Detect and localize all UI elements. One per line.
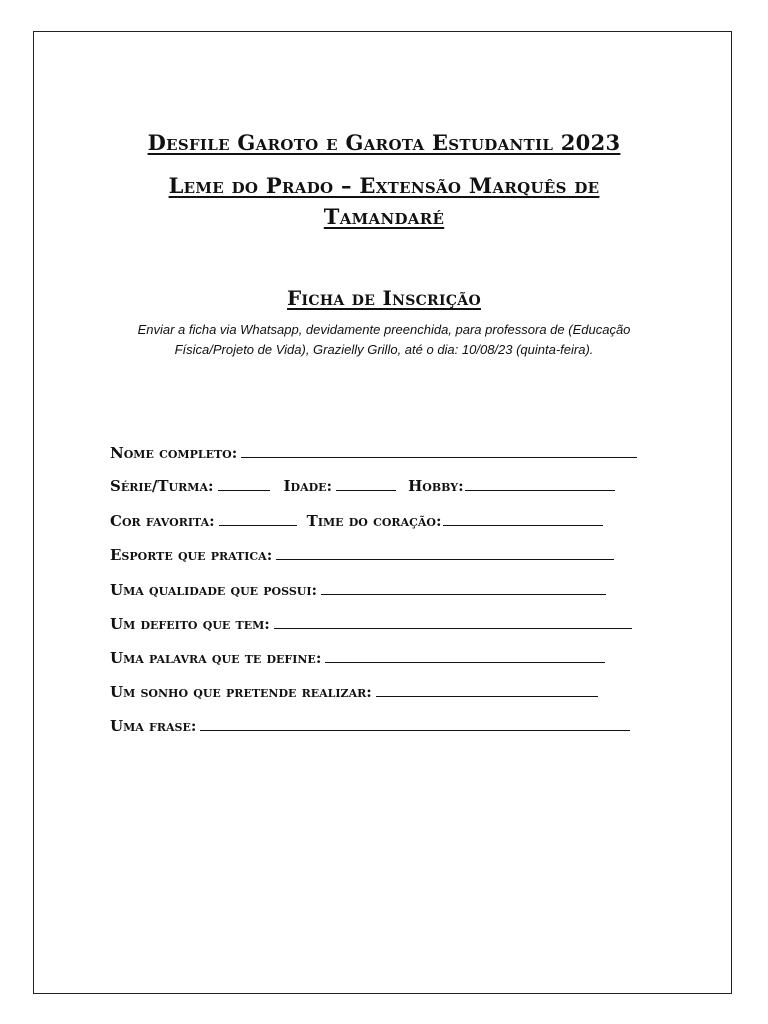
field-serie-idade-hobby (110, 473, 615, 495)
form-heading: Ficha de Inscrição (287, 286, 481, 310)
input-qualidade[interactable] (321, 593, 606, 595)
label-hobby: Hobby: (408, 477, 464, 495)
label-defeito: Um defeito que tem: (110, 615, 270, 633)
school-name-line1: Leme do Prado – Extensão Marquês de (168, 173, 600, 198)
input-frase[interactable] (200, 729, 630, 731)
instructions (100, 320, 668, 360)
input-nome[interactable] (241, 456, 637, 458)
input-serie[interactable] (218, 489, 270, 491)
label-serie: Série/Turma: (110, 477, 214, 495)
field-qualidade (110, 577, 606, 599)
field-esporte (110, 542, 614, 564)
input-hobby[interactable] (465, 489, 615, 491)
input-palavra[interactable] (325, 661, 605, 663)
instructions-line2: Física/Projeto de Vida), Grazielly Grillo, até o dia: 10/08/23 (quinta-feira). (174, 342, 594, 357)
input-time[interactable] (443, 524, 603, 526)
input-idade[interactable] (336, 489, 396, 491)
input-esporte[interactable] (276, 558, 614, 560)
input-cor[interactable] (219, 524, 297, 526)
school-name-line2: Tamandaré (323, 204, 445, 229)
field-cor-time (110, 508, 603, 530)
event-title: Desfile Garoto e Garota Estudantil 2023 (147, 130, 621, 155)
instructions-line1: Enviar a ficha via Whatsapp, devidamente preenchida, para professora de (Educação (137, 322, 631, 337)
label-nome: Nome completo: (110, 444, 238, 462)
input-sonho[interactable] (376, 695, 598, 697)
label-esporte: Esporte que pratica: (110, 546, 273, 564)
label-sonho: Um sonho que pretende realizar: (110, 683, 372, 701)
label-palavra: Uma palavra que te define: (110, 649, 322, 667)
label-time: Time do coração: (306, 512, 442, 530)
field-sonho (110, 679, 598, 701)
label-cor: Cor favorita: (110, 512, 215, 530)
label-idade: Idade: (283, 477, 333, 495)
label-frase: Uma frase: (110, 717, 197, 735)
field-nome (110, 440, 637, 462)
input-defeito[interactable] (274, 627, 632, 629)
label-qualidade: Uma qualidade que possui: (110, 581, 318, 599)
field-defeito (110, 611, 632, 633)
field-palavra (110, 645, 605, 667)
field-frase (110, 713, 630, 735)
